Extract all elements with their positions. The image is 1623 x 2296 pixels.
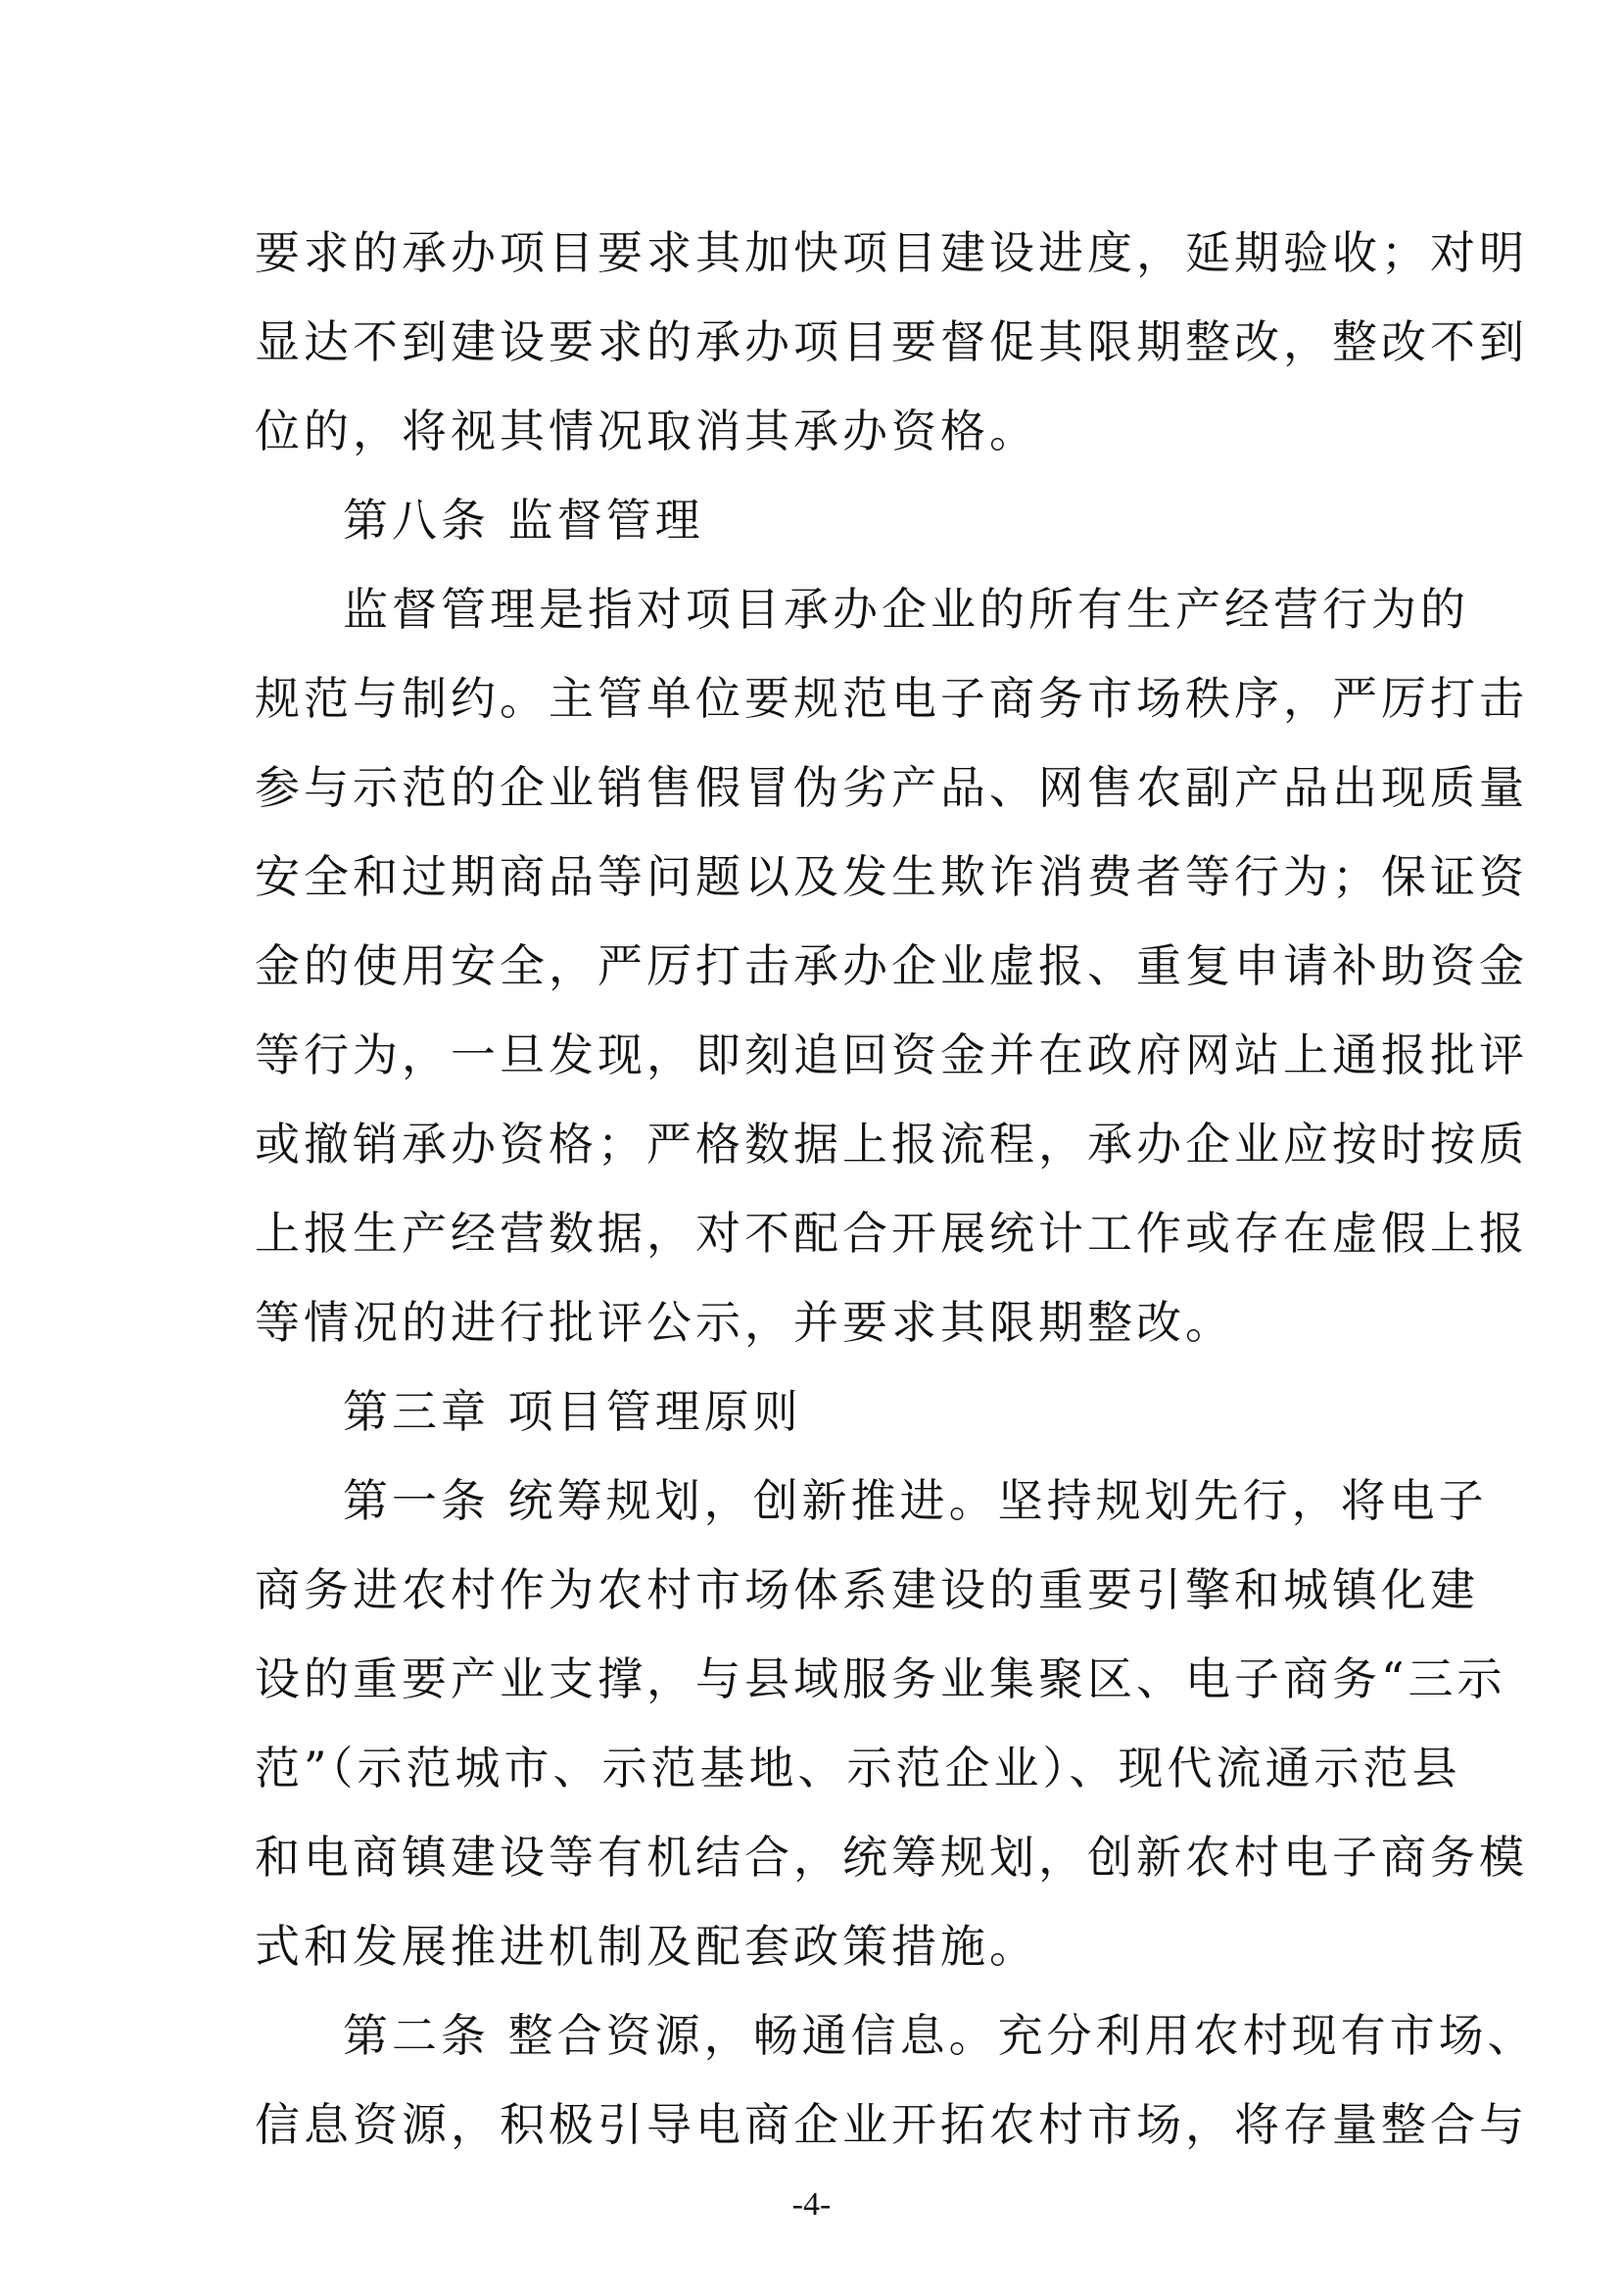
body-text-line: 或撤销承办资格；严格数据上报流程，承办企业应按时按质 bbox=[255, 1118, 1528, 1171]
body-text-line: 式和发展推进机制及配套政策措施。 bbox=[255, 1920, 1038, 1973]
body-text-line: 安全和过期商品等问题以及发生欺诈消费者等行为；保证资 bbox=[255, 850, 1528, 903]
chapter-heading: 第三章 项目管理原则 bbox=[343, 1385, 802, 1438]
body-text-line: 监督管理是指对项目承办企业的所有生产经营行为的 bbox=[343, 583, 1469, 636]
body-text-line: 第二条 整合资源，畅通信息。充分利用农村现有市场、 bbox=[343, 2009, 1537, 2062]
body-text-line: 商务进农村作为农村市场体系建设的重要引擎和城镇化建 bbox=[255, 1563, 1479, 1616]
body-text-line: 金的使用安全，严厉打击承办企业虚报、重复申请补助资金 bbox=[255, 939, 1528, 992]
body-text-line: 信息资源，积极引导电商企业开拓农村市场，将存量整合与 bbox=[255, 2098, 1528, 2151]
body-text-line: 等情况的进行批评公示，并要求其限期整改。 bbox=[255, 1296, 1234, 1349]
page-number: -4- bbox=[791, 2186, 832, 2223]
body-text-line: 位的，将视其情况取消其承办资格。 bbox=[255, 405, 1038, 457]
body-text-line: 等行为，一旦发现，即刻追回资金并在政府网站上通报批评 bbox=[255, 1028, 1528, 1081]
body-text-line: 范”（示范城市、示范基地、示范企业）、现代流通示范县 bbox=[255, 1742, 1461, 1794]
body-text-line: 和电商镇建设等有机结合，统筹规划，创新农村电子商务模 bbox=[255, 1831, 1528, 1884]
body-text-line: 显达不到建设要求的承办项目要督促其限期整改，整改不到 bbox=[255, 315, 1528, 368]
body-text-line: 规范与制约。主管单位要规范电子商务市场秩序，严厉打击 bbox=[255, 672, 1528, 725]
body-text-line: 第一条 统筹规划，创新推进。坚持规划先行，将电子 bbox=[343, 1474, 1488, 1527]
body-text-line: 上报生产经营数据，对不配合开展统计工作或存在虚假上报 bbox=[255, 1207, 1528, 1260]
section-heading: 第八条 监督管理 bbox=[343, 494, 704, 547]
body-text-line: 参与示范的企业销售假冒伪劣产品、网售农副产品出现质量 bbox=[255, 761, 1528, 814]
body-text-line: 设的重要产业支撑，与县域服务业集聚区、电子商务“三示 bbox=[255, 1652, 1506, 1705]
body-text-line: 要求的承办项目要求其加快项目建设进度，延期验收；对明 bbox=[255, 226, 1528, 279]
